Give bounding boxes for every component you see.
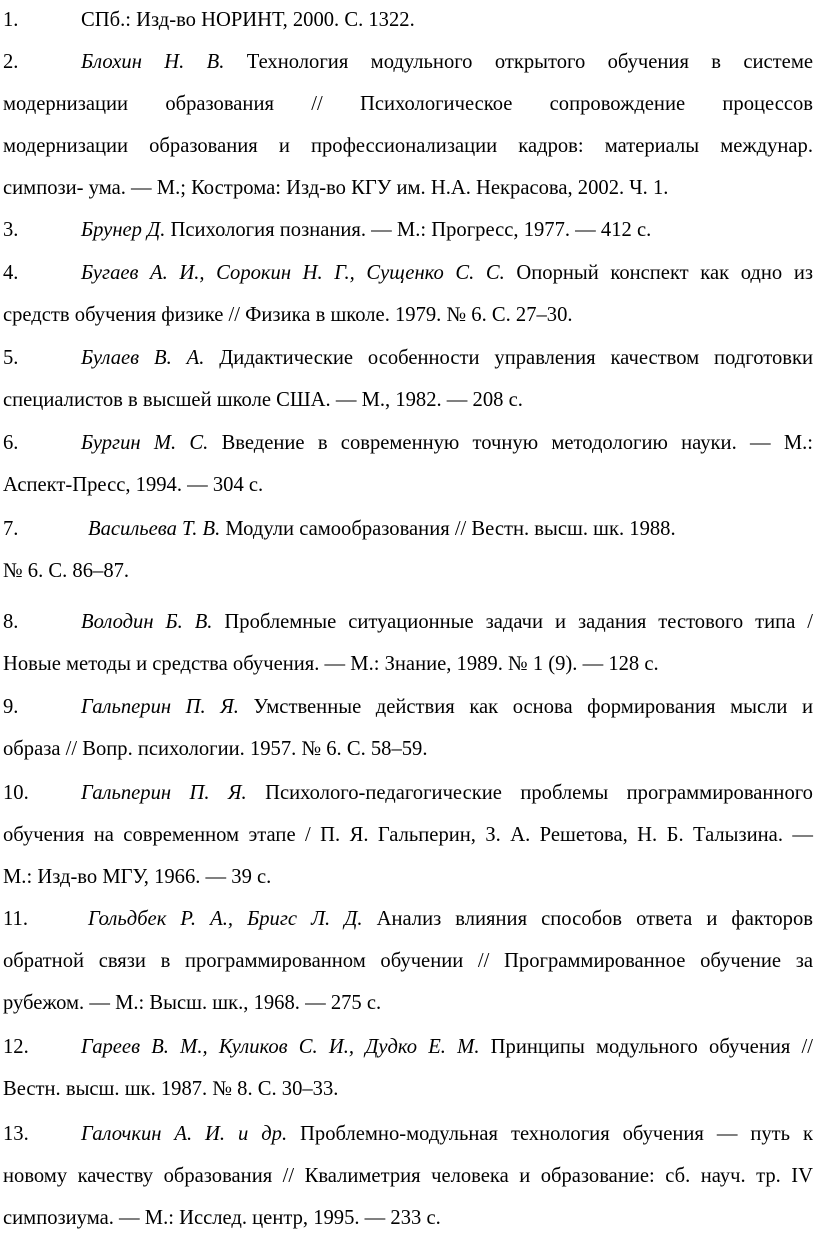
reference-number: 6. [3,432,19,454]
reference-text: Анализ влияния способов ответа и факторов [362,908,813,930]
reference-8 [3,601,813,685]
reference-author: Володин Б. В. [81,611,213,633]
reference-number: 13. [3,1123,29,1145]
reference-13 [3,1113,813,1239]
reference-text: Проблемные ситуационные задачи и задания тестового типа / [212,611,814,633]
reference-text: СПб.: Изд-во НОРИНТ, 2000. С. 1322. [81,9,415,31]
reference-text: модернизации образования и профессионализации кадров: материалы междунар. [3,135,813,157]
reference-text: Умственные действия как основа формирования мысли и [238,696,813,718]
reference-author: Брунер Д. [81,219,166,241]
reference-author: Булаев В. А. [81,347,205,369]
reference-text: обратной связи в программированном обучении // Программированное обучение за [3,950,813,972]
reference-number: 5. [3,347,19,369]
reference-text: Принципы модульного обучения // [479,1036,813,1058]
reference-author: Гареев В. М., Куликов С. И., Дудко Е. М. [81,1036,480,1058]
reference-5 [3,337,813,421]
reference-text: симпозиума. — М.: Исслед. центр, 1995. — 233 с. [3,1207,441,1229]
reference-4 [3,252,813,336]
reference-text: средств обучения физике // Физика в школе. 1979. № 6. С. 27–30. [3,304,573,326]
reference-author: Галочкин А. И. и др. [81,1123,288,1145]
reference-author: Блохин Н. В. [81,51,225,73]
reference-number: 11. [3,908,28,930]
reference-text: Дидактические особенности управления качеством подготовки [204,347,813,369]
reference-12 [3,1026,813,1110]
reference-text: Психолого-педагогические проблемы программированного [246,782,813,804]
reference-text: Модули самообразования // Вестн. высш. шк. 1988. [220,518,676,540]
reference-text: М.: Изд-во МГУ, 1966. — 39 с. [3,866,272,888]
reference-number: 1. [3,9,19,31]
reference-number: 4. [3,262,19,284]
reference-author: Бургин М. С. [81,432,209,454]
reference-text: Вестн. высш. шк. 1987. № 8. С. 30–33. [3,1078,339,1100]
reference-author: Гольдбек Р. А., Бригс Л. Д. [88,908,363,930]
reference-text: Введение в современную точную методологию науки. — М.: [208,432,813,454]
reference-number: 7. [3,518,19,540]
reference-text: № 6. С. 86–87. [3,560,130,582]
reference-2 [3,41,813,209]
reference-number: 9. [3,696,19,718]
reference-11 [3,898,813,1024]
reference-text: модернизации образования // Психологическое сопровождение процессов [3,93,813,115]
reference-text: Технология модульного открытого обучения в системе [224,51,813,73]
reference-text: новому качеству образования // Квалиметрия человека и образование: сб. науч. тр. IV [3,1165,813,1187]
reference-author: Васильева Т. В. [88,518,221,540]
reference-3 [3,209,813,251]
reference-number: 10. [3,782,29,804]
reference-author: Гальперин П. Я. [81,696,239,718]
reference-text: специалистов в высшей школе США. — М., 1982. — 208 с. [3,389,523,411]
reference-6 [3,422,813,506]
reference-text: Психология познания. — М.: Прогресс, 1977. — 412 с. [165,219,652,241]
reference-9 [3,686,813,770]
reference-7 [3,508,813,592]
reference-text: Новые методы и средства обучения. — М.: Знание, 1989. № 1 (9). — 128 с. [3,653,659,675]
reference-author: Гальперин П. Я. [81,782,247,804]
reference-1 [3,0,813,41]
reference-text: рубежом. — М.: Высш. шк., 1968. — 275 с. [3,992,382,1014]
reference-author: Бугаев А. И., Сорокин Н. Г., Сущенко С. С. [81,262,505,284]
reference-number: 8. [3,611,19,633]
reference-number: 2. [3,51,19,73]
reference-text: образа // Вопр. психологии. 1957. № 6. С. 58–59. [3,738,428,760]
reference-text: Проблемно-модульная технология обучения — путь к [287,1123,814,1145]
reference-number: 3. [3,219,19,241]
reference-number: 12. [3,1036,29,1058]
reference-text: симпози- ума. — М.; Кострома: Изд-во КГУ им. Н.А. Некрасова, 2002. Ч. 1. [3,177,669,199]
reference-text: Аспект-Пресс, 1994. — 304 с. [3,474,264,496]
reference-text: Опорный конспект как одно из [504,262,813,284]
reference-text: обучения на современном этапе / П. Я. Гальперин, З. А. Решетова, Н. Б. Талызина. — [3,824,813,846]
reference-10 [3,772,813,898]
